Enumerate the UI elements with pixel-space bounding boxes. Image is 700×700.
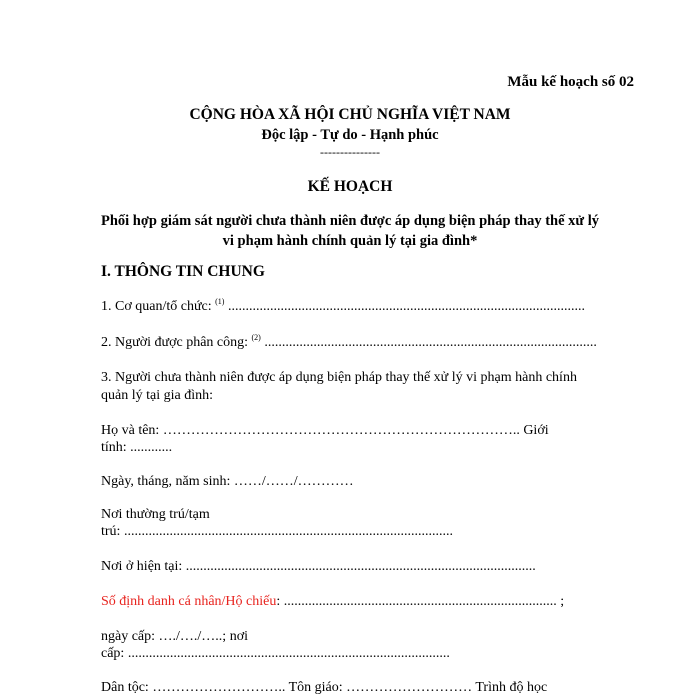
agency-label: 1. Cơ quan/tổ chức: — [101, 299, 216, 314]
id-number-label: Số định danh cá nhân/Hộ chiếu — [101, 594, 277, 609]
id-number-dots: : .............................................................................. ; — [276, 594, 565, 609]
current-address-field: Nơi ở hiện tại: .................................................................................................... — [101, 559, 536, 574]
residence-field-line-2: trú: .............................................................................................. — [101, 524, 453, 539]
document-subtitle — [0, 211, 700, 251]
subtitle-line-1: Phối hợp giám sát người chưa thành niên được áp dụng biện pháp thay thế xử lý — [100, 213, 600, 229]
country-name: CỘNG HÒA XÃ HỘI CHỦ NGHĨA VIỆT NAM — [189, 106, 511, 123]
header-rule: --------------- — [320, 145, 380, 159]
assignee-field — [101, 333, 641, 352]
issue-place-field: cấp: ............................................................................................ — [101, 646, 450, 661]
residence-field-line-1: Nơi thường trú/tạm — [101, 507, 210, 522]
minor-heading-line-2: quản lý tại gia đình: — [101, 388, 213, 403]
agency-dots: ...................................................................................................... — [224, 299, 585, 314]
assignee-dots: ............................................................................................... — [260, 335, 597, 350]
agency-footnote: (1) — [215, 297, 225, 306]
dob-field: Ngày, tháng, năm sinh: ……/……/………… — [101, 474, 354, 489]
assignee-footnote: (2) — [251, 333, 261, 342]
form-number: Mẫu kế hoạch số 02 — [507, 74, 634, 90]
national-motto: Độc lập - Tự do - Hạnh phúc — [261, 127, 439, 143]
document-title: KẾ HOẠCH — [307, 178, 393, 195]
agency-field — [101, 297, 641, 316]
section-heading-general-info: I. THÔNG TIN CHUNG — [101, 263, 265, 280]
assignee-label: 2. Người được phân công: — [101, 335, 252, 350]
gender-field: tính: ............ — [101, 440, 173, 455]
name-field-line-1: Họ và tên: ………………………………………………………………….. Giới — [101, 423, 549, 438]
minor-heading-line-1: 3. Người chưa thành niên được áp dụng biện pháp thay thế xử lý vi phạm hành chính — [101, 370, 577, 385]
ethnicity-religion-field: Dân tộc: ……………………….. Tôn giáo: ……………………… Trình độ học — [101, 680, 548, 695]
id-number-field — [101, 592, 641, 611]
subtitle-line-2: vi phạm hành chính quản lý tại gia đình* — [222, 233, 478, 249]
issue-date-field: ngày cấp: …./…./…..; nơi — [101, 629, 248, 644]
